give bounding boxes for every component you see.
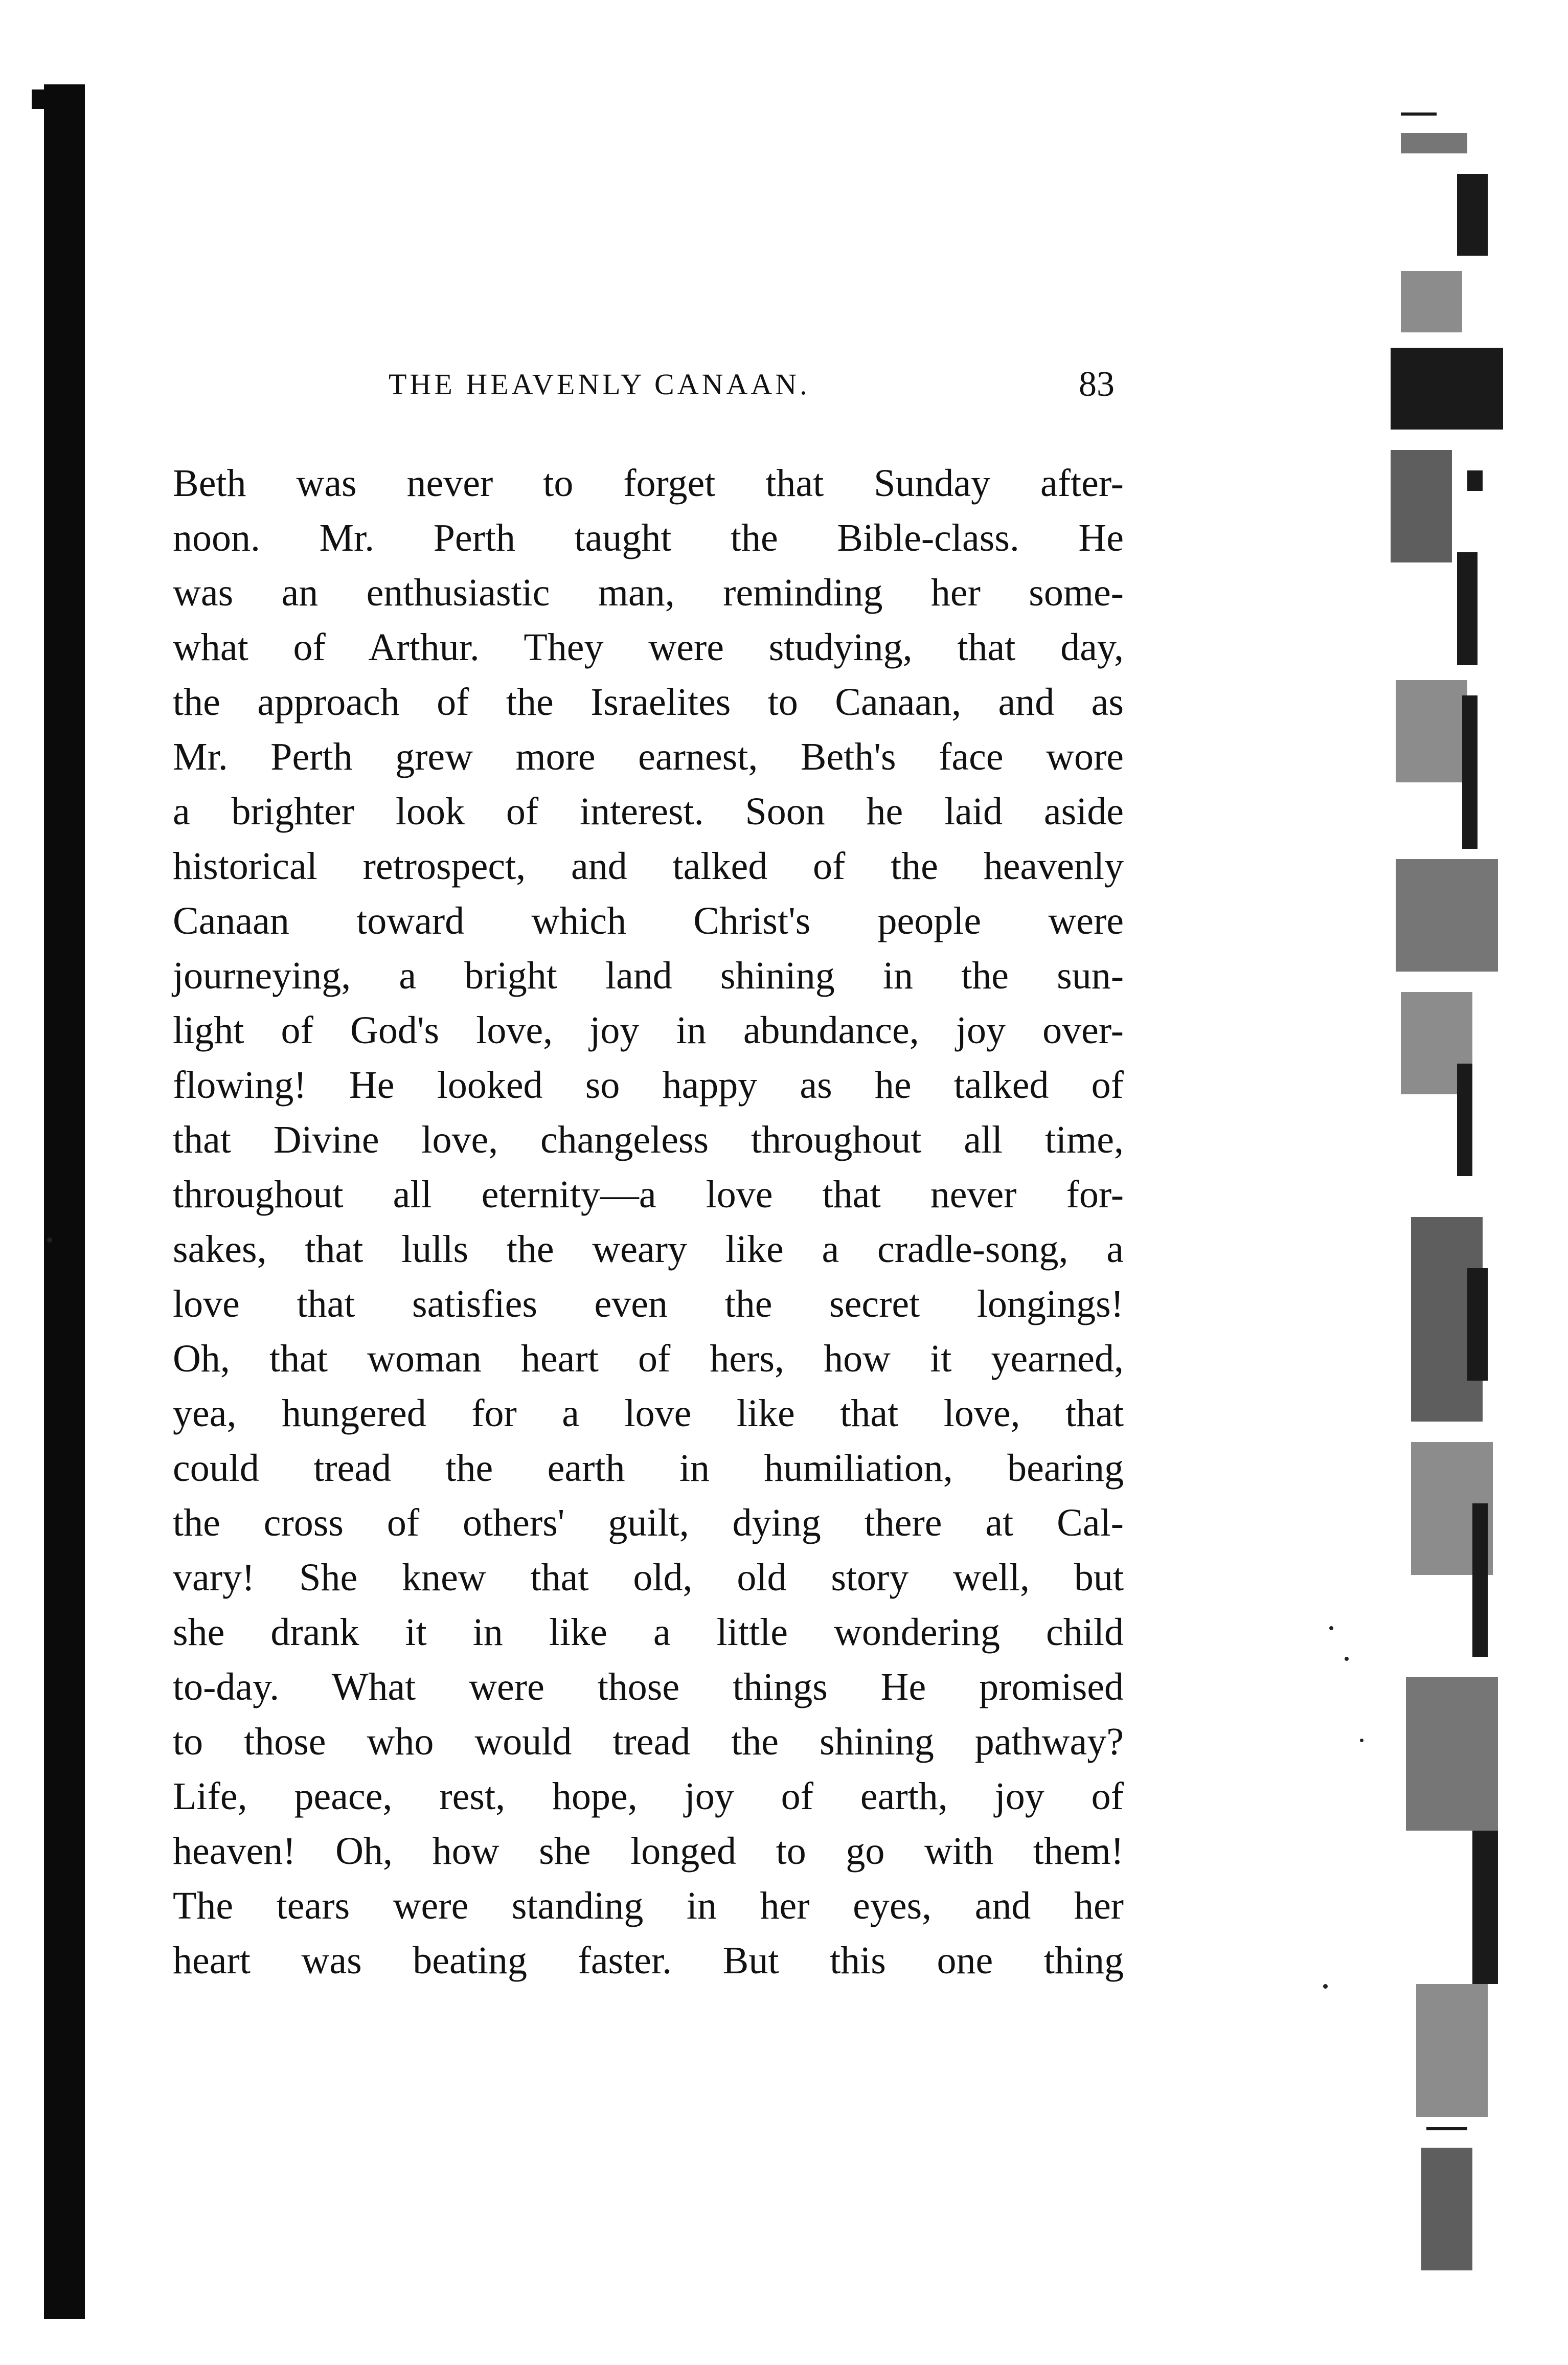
text-line: flowing! He looked so happy as he talked of — [173, 1064, 1124, 1107]
text-line: Mr. Perth grew more earnest, Beth's face wore — [173, 735, 1124, 778]
text-line: heaven! Oh, how she longed to go with them! — [173, 1830, 1124, 1873]
text-line: Life, peace, rest, hope, joy of earth, joy of — [173, 1775, 1124, 1818]
text-line: heart was beating faster. But this one thing — [173, 1939, 1124, 1982]
text-line: to those who would tread the shining pathway? — [173, 1720, 1124, 1763]
ink-speck — [1360, 1739, 1364, 1742]
text-line: the cross of others' guilt, dying there at Cal- — [173, 1501, 1124, 1544]
ink-speck — [1345, 1657, 1349, 1661]
text-line: was an enthusiastic man, reminding her some- — [173, 571, 1124, 614]
body-text — [173, 456, 1124, 1988]
running-title: THE HEAVENLY CANAAN. — [389, 368, 810, 401]
text-line: Canaan toward which Christ's people were — [173, 899, 1124, 942]
text-line: that Divine love, changeless throughout all time, — [173, 1118, 1124, 1161]
text-line: what of Arthur. They were studying, that day, — [173, 626, 1124, 669]
text-line: the approach of the Israelites to Canaan, and as — [173, 681, 1124, 724]
text-line: historical retrospect, and talked of the heavenly — [173, 845, 1124, 888]
text-line: yea, hungered for a love like that love, that — [173, 1392, 1124, 1435]
ink-speck — [47, 1237, 52, 1243]
text-line: to-day. What were those things He promised — [173, 1665, 1124, 1708]
text-line: a brighter look of interest. Soon he laid aside — [173, 790, 1124, 833]
text-line: love that satisfies even the secret longings! — [173, 1282, 1124, 1325]
text-line: noon. Mr. Perth taught the Bible-class. He — [173, 516, 1124, 559]
text-line: she drank it in like a little wondering child — [173, 1611, 1124, 1654]
text-line: throughout all eternity—a love that never for- — [173, 1173, 1124, 1216]
page-header — [389, 367, 1115, 413]
ink-speck — [1323, 1984, 1328, 1989]
binding-spine — [44, 84, 85, 2319]
text-line: vary! She knew that old, old story well, but — [173, 1556, 1124, 1599]
text-line: could tread the earth in humiliation, bearing — [173, 1447, 1124, 1490]
text-line: Beth was never to forget that Sunday after- — [173, 462, 1124, 505]
text-line: light of God's love, joy in abundance, joy over- — [173, 1009, 1124, 1052]
text-line: sakes, that lulls the weary like a cradle-song, a — [173, 1228, 1124, 1271]
text-line: Oh, that woman heart of hers, how it yearned, — [173, 1337, 1124, 1380]
scanned-page-edge — [1380, 92, 1513, 2291]
text-line: The tears were standing in her eyes, and her — [173, 1884, 1124, 1927]
ink-speck — [1329, 1626, 1333, 1630]
text-line: journeying, a bright land shining in the sun- — [173, 954, 1124, 997]
page-number: 83 — [1079, 365, 1115, 404]
binding-notch — [32, 89, 46, 109]
